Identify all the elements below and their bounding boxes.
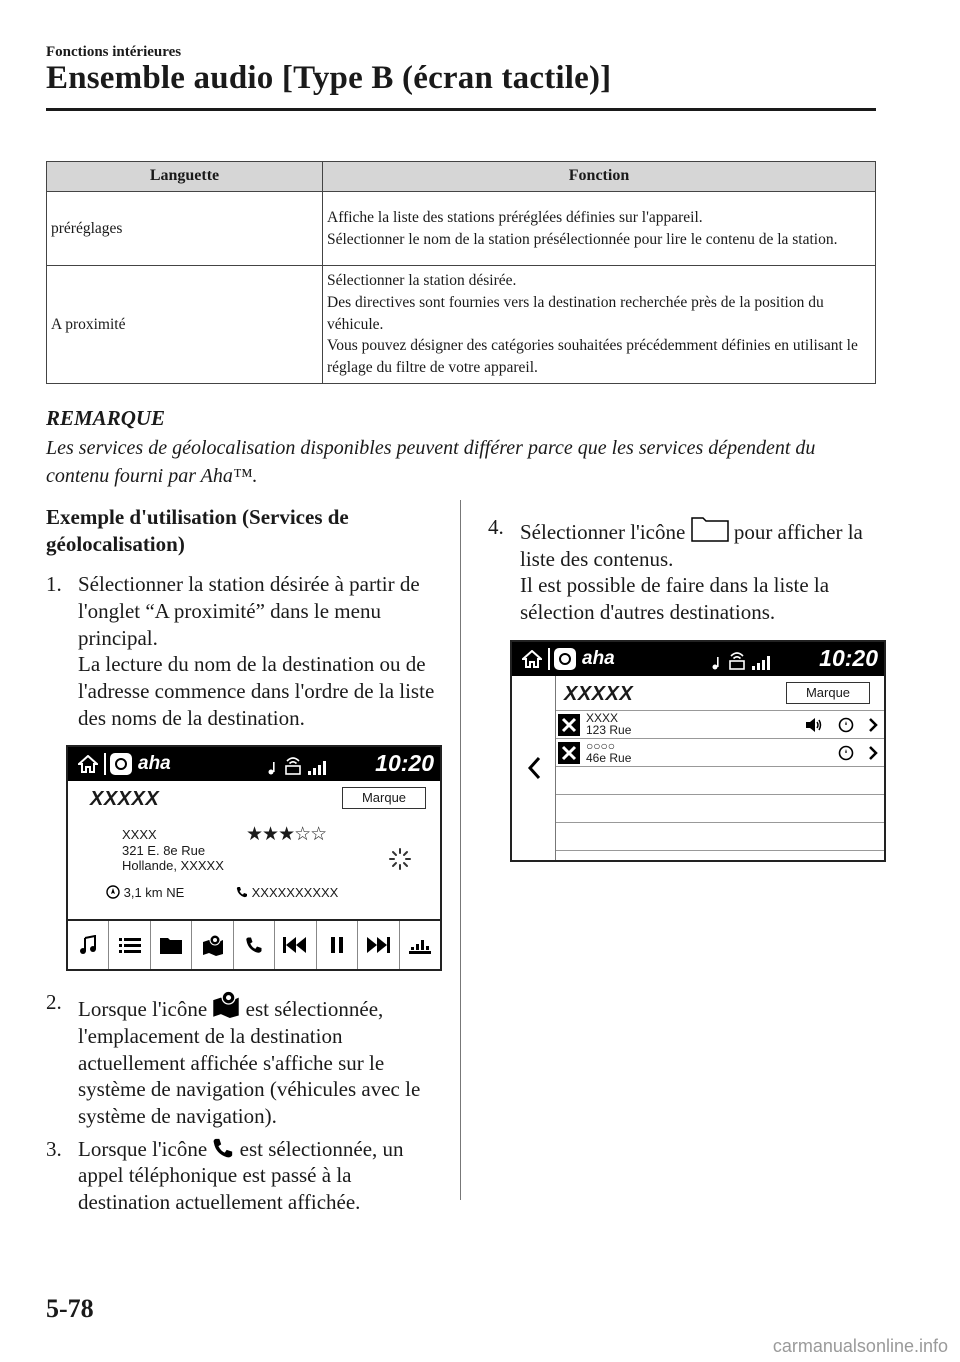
step-1: [46, 571, 441, 731]
left-column: [46, 504, 441, 1222]
step-number: 2.: [46, 990, 62, 1015]
clock: 10:20: [375, 750, 434, 777]
note-block: [46, 404, 876, 491]
equalizer-icon: [409, 936, 431, 954]
separator: [104, 753, 106, 775]
list-item-actions: [806, 717, 878, 733]
compass-icon: [106, 885, 120, 899]
brand-button[interactable]: Marque: [342, 787, 426, 809]
destination-name: XXXX: [122, 827, 157, 843]
function-line: Des directives sont fournies vers la destination recherchée près de la position du véhicule.: [327, 293, 824, 333]
table-cell-function: [323, 192, 876, 266]
status-bar: [68, 747, 440, 781]
table-row: [47, 192, 876, 266]
list-item[interactable]: [556, 766, 884, 794]
list-item[interactable]: [556, 850, 884, 878]
station-title: XXXXX: [90, 788, 160, 811]
speaker-icon: [806, 718, 824, 732]
step-text-after: est sélectionnée, l'emplacement de la destination actuellement affichée s'affiche sur le système de navigation (véhicules avec le système de navigation).: [78, 997, 421, 1128]
step-text: Sélectionner la station désirée à partir de l'onglet “A proximité” dans le menu principal.: [78, 572, 420, 650]
step-number: 4.: [488, 515, 504, 539]
step-number: 1.: [46, 572, 62, 597]
note-text: Les services de géolocalisation disponibles peuvent différer parce que les services dépendent du contenu fourni par Aha™.: [46, 436, 816, 488]
table-cell-tab: A proximité: [47, 266, 323, 384]
destination-info: [122, 827, 224, 873]
next-button[interactable]: [358, 921, 399, 969]
list-button[interactable]: [109, 921, 150, 969]
page-number: 5-78: [46, 1294, 94, 1323]
list-item[interactable]: [556, 822, 884, 850]
list-item-text: [586, 712, 631, 737]
watermark: carmanualsonline.info: [772, 1336, 948, 1356]
chevron-right-icon[interactable]: [868, 745, 878, 761]
aha-logo-icon: [110, 753, 132, 775]
step-4: [488, 514, 888, 626]
list-icon: [119, 937, 141, 953]
content-list: [512, 676, 884, 860]
function-line: Vous pouvez désigner des catégories souhaitées précédemment définies en utilisant le réglage du filtre de votre appareil.: [327, 337, 858, 377]
music-button[interactable]: [68, 921, 109, 969]
compass-icon[interactable]: [838, 745, 854, 761]
distance-readout: [106, 885, 184, 902]
chevron-right-icon[interactable]: [868, 717, 878, 733]
phone-icon: [236, 886, 248, 898]
folder-icon: [160, 936, 182, 954]
separator: [548, 648, 550, 670]
list-item[interactable]: [556, 738, 884, 766]
app-name: aha: [138, 753, 171, 775]
column-divider: [460, 500, 461, 1200]
station-title: XXXXX: [564, 682, 634, 705]
aha-logo-icon: [554, 648, 576, 670]
aha-list-screen: [510, 640, 886, 862]
list-item-title: XXXX: [586, 710, 619, 725]
status-bar: [512, 642, 884, 676]
music-note-icon: [268, 761, 278, 775]
pause-button[interactable]: [317, 921, 358, 969]
list-item[interactable]: [556, 794, 884, 822]
step-text-before: Sélectionner l'icône: [520, 520, 686, 544]
step-text: La lecture du nom de la destination ou de l'adresse commence dans l'ordre de la liste des noms de la destination.: [78, 652, 435, 730]
phone-text: XXXXXXXXXX: [251, 885, 339, 901]
section-label: Fonctions intérieures: [46, 44, 182, 60]
call-button[interactable]: [234, 921, 275, 969]
step-text-before: Lorsque l'icône: [78, 1136, 208, 1161]
table-header-row: [47, 162, 876, 192]
step-text-before: Lorsque l'icône: [78, 997, 208, 1022]
close-icon[interactable]: [558, 742, 580, 764]
column-header-function: Fonction: [323, 162, 876, 192]
example-heading: Exemple d'utilisation (Services de géolocalisation): [46, 505, 349, 556]
map-pin-icon: [202, 934, 224, 956]
music-note-icon: [712, 656, 722, 670]
skip-forward-icon: [366, 937, 390, 953]
function-line: Sélectionner la station désirée.: [327, 272, 517, 290]
distance-text: 3,1 km NE: [123, 885, 185, 901]
loading-spinner-icon: [388, 847, 412, 871]
list-item-subtitle: 123 Rue: [586, 723, 632, 738]
previous-button[interactable]: [275, 921, 316, 969]
list-item[interactable]: [556, 710, 884, 738]
compass-icon[interactable]: [838, 717, 854, 733]
aha-station-screen: [66, 745, 442, 971]
app-name: aha: [582, 647, 615, 669]
note-heading: REMARQUE: [46, 406, 166, 430]
step-text: [520, 514, 888, 572]
function-line: Affiche la liste des stations préréglées définies sur l'appareil.: [327, 208, 703, 226]
function-table: [46, 161, 876, 384]
title-rule: [46, 108, 876, 111]
bottom-toolbar: [68, 919, 440, 969]
step-text: Il est possible de faire dans la liste la sélection d'autres destinations.: [520, 573, 830, 624]
wifi-phone-icon: [726, 650, 748, 670]
clock: 10:20: [819, 644, 878, 671]
list-header: [556, 676, 884, 710]
list-item-text: [586, 740, 631, 765]
status-icons: [712, 650, 774, 675]
table-cell-function: [323, 266, 876, 384]
pause-icon: [331, 937, 343, 953]
right-column: [488, 514, 888, 880]
rating-stars: ★★★☆☆: [246, 824, 327, 846]
map-pin-icon: [212, 989, 240, 1019]
step-text-after: pour afficher la liste des contenus.: [520, 520, 863, 571]
skip-back-icon: [283, 937, 307, 953]
step-text: [78, 989, 441, 1129]
chevron-left-icon: [527, 756, 541, 780]
music-note-icon: [79, 935, 97, 955]
step-text-after: est sélectionnée, un appel téléphonique est passé à la destination actuellement affichée.: [78, 1136, 404, 1214]
function-line: Sélectionner le nom de la station présélectionnée pour lire le contenu de la station.: [327, 230, 838, 248]
column-header-tab: Languette: [47, 162, 323, 192]
home-icon[interactable]: [78, 755, 98, 773]
close-icon[interactable]: [558, 714, 580, 736]
phone-icon: [245, 936, 263, 954]
phone-icon: [212, 1137, 234, 1159]
table-row: [47, 266, 876, 384]
list-item-title: ○○○○: [586, 738, 615, 753]
table-cell-tab: préréglages: [47, 192, 323, 266]
brand-button[interactable]: Marque: [786, 682, 870, 704]
step-text: [78, 1136, 441, 1216]
step-3: [46, 1136, 441, 1216]
destination-address-1: 321 E. 8e Rue: [122, 842, 206, 858]
step-number: 3.: [46, 1136, 62, 1161]
destination-address-2: Hollande, XXXXX: [122, 857, 224, 873]
signal-icon: [752, 656, 774, 670]
step-2: [46, 989, 441, 1129]
phone-readout: [236, 885, 338, 902]
signal-icon: [308, 761, 330, 775]
list-item-actions: [838, 745, 878, 761]
back-button[interactable]: [512, 676, 556, 860]
page-title: Ensemble audio [Type B (écran tactile)]: [46, 60, 612, 96]
home-icon[interactable]: [522, 650, 542, 668]
wifi-phone-icon: [282, 755, 304, 775]
folder-button[interactable]: [151, 921, 192, 969]
folder-icon: [691, 514, 729, 542]
status-icons: [268, 755, 330, 780]
list-item-subtitle: 46e Rue: [586, 751, 632, 766]
equalizer-button[interactable]: [400, 921, 440, 969]
map-button[interactable]: [192, 921, 233, 969]
